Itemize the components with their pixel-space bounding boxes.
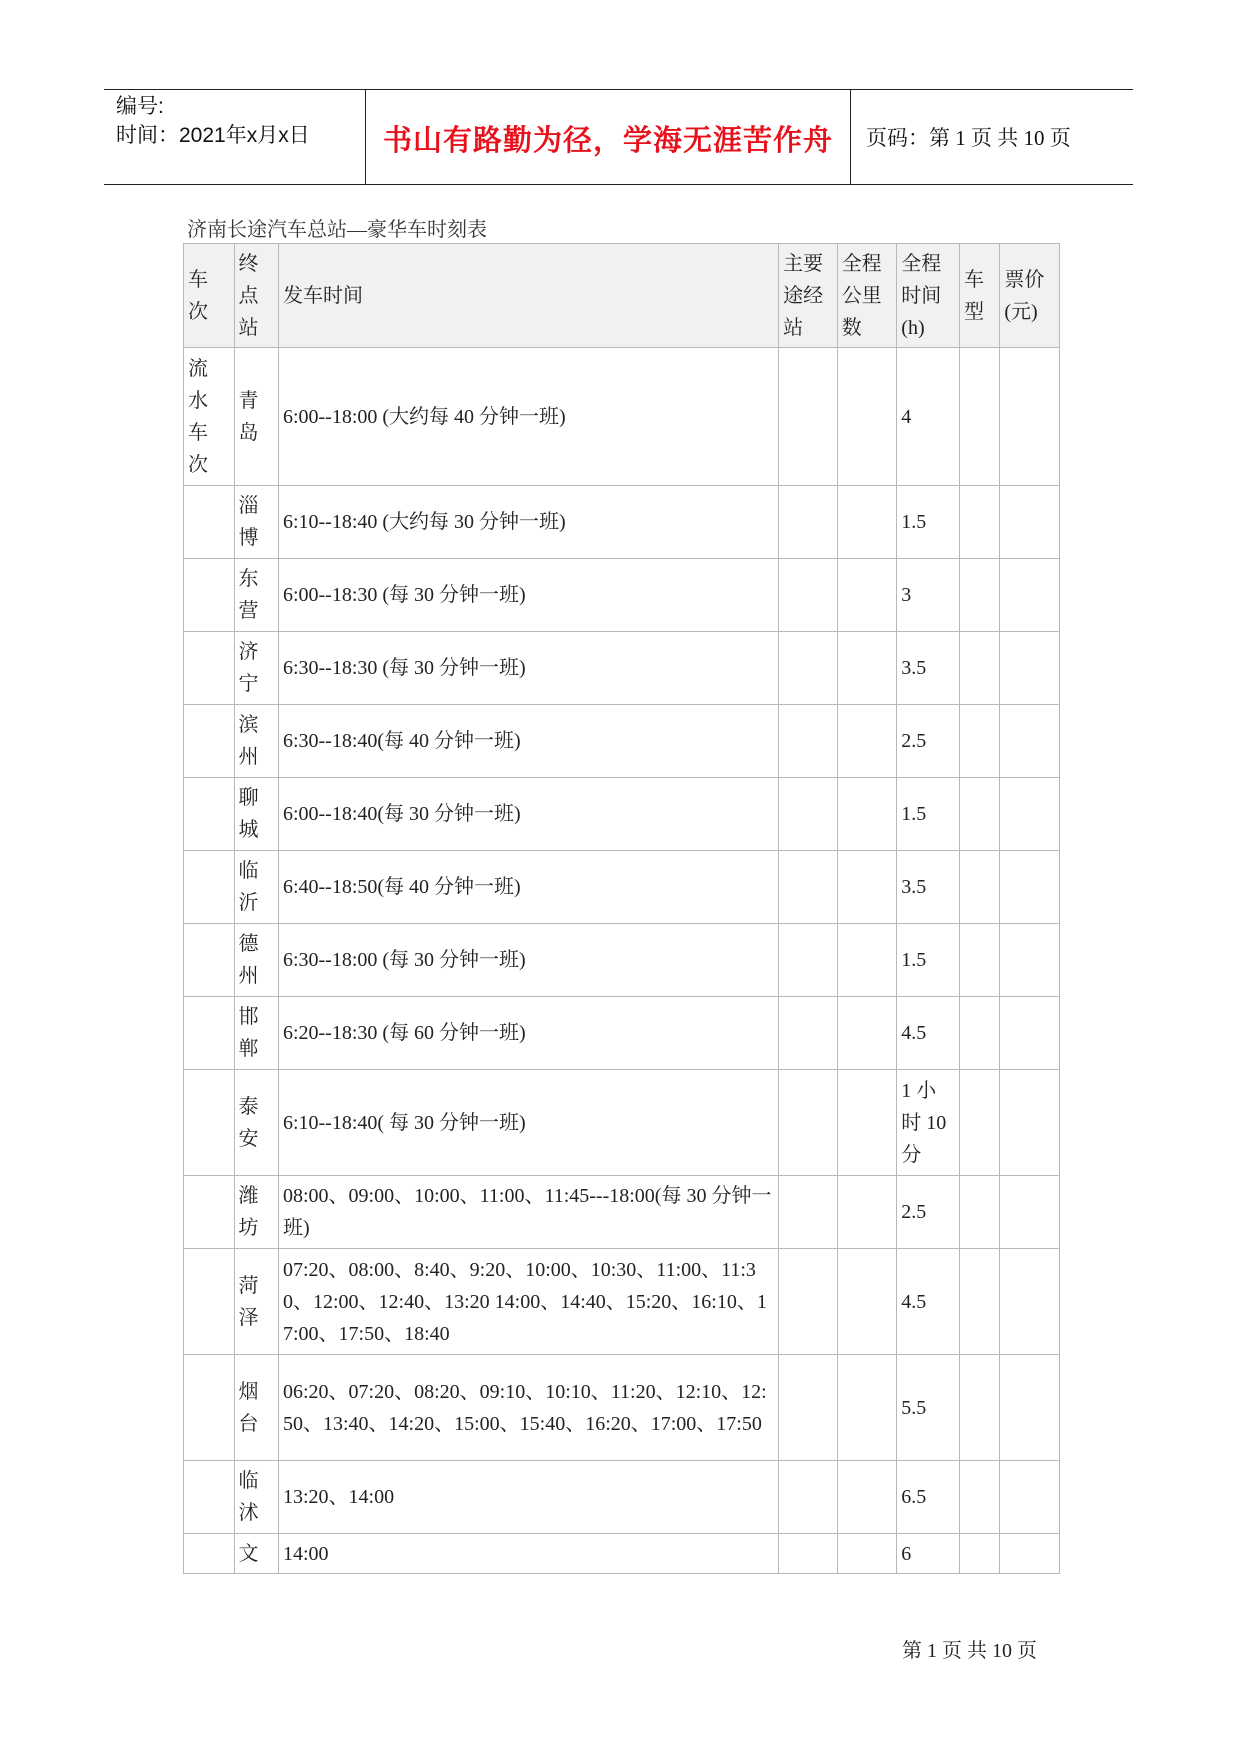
cell-trip: 流水车次 (184, 348, 235, 486)
cell-via (779, 1534, 838, 1574)
cell-hours: 2.5 (897, 705, 960, 778)
cell-trip (184, 924, 235, 997)
document-title: 济南长途汽车总站—豪华车时刻表 (187, 219, 487, 241)
cell-trip (184, 705, 235, 778)
cell-via (779, 997, 838, 1070)
date-label: 时间：2021年x月x日 (116, 124, 310, 147)
cell-depart-time: 6:00--18:30 (每 30 分钟一班) (278, 559, 778, 632)
cell-via (779, 1176, 838, 1249)
cell-terminal: 济宁 (234, 632, 278, 705)
cell-depart-time: 6:40--18:50(每 40 分钟一班) (278, 851, 778, 924)
cell-trip (184, 1355, 235, 1461)
cell-km (837, 1249, 897, 1355)
col-header-via: 主要途经站 (779, 244, 838, 348)
cell-terminal: 青岛 (234, 348, 278, 486)
table-row (184, 997, 1060, 1070)
cell-fare (1000, 997, 1060, 1070)
cell-depart-time: 06:20、07:20、08:20、09:10、10:10、11:20、12:10、12:50、13:40、14:20、15:00、15:40、16:20、17:00、17:50 (278, 1355, 778, 1461)
cell-km (837, 1176, 897, 1249)
cell-km (837, 559, 897, 632)
cell-fare (1000, 1070, 1060, 1176)
cell-fare (1000, 1249, 1060, 1355)
cell-hours: 4 (897, 348, 960, 486)
cell-bus-type (959, 1355, 999, 1461)
timetable (183, 243, 1060, 1574)
cell-bus-type (959, 851, 999, 924)
header-motto: 书山有路勤为径，学海无涯苦作舟 (382, 123, 833, 157)
cell-via (779, 1070, 838, 1176)
cell-bus-type (959, 486, 999, 559)
cell-trip (184, 997, 235, 1070)
cell-depart-time: 14:00 (278, 1534, 778, 1574)
cell-terminal: 邯郸 (234, 997, 278, 1070)
cell-via (779, 632, 838, 705)
table-row (184, 1355, 1060, 1461)
cell-via (779, 1461, 838, 1534)
serial-label: 编号: (116, 95, 164, 118)
cell-bus-type (959, 1070, 999, 1176)
cell-bus-type (959, 348, 999, 486)
cell-depart-time: 6:30--18:00 (每 30 分钟一班) (278, 924, 778, 997)
cell-fare (1000, 632, 1060, 705)
cell-terminal: 潍坊 (234, 1176, 278, 1249)
cell-km (837, 705, 897, 778)
cell-fare (1000, 1534, 1060, 1574)
cell-via (779, 705, 838, 778)
cell-trip (184, 1461, 235, 1534)
table-row (184, 1249, 1060, 1355)
cell-fare (1000, 486, 1060, 559)
cell-trip (184, 1176, 235, 1249)
table-row (184, 1461, 1060, 1534)
col-header-fare: 票价(元) (1000, 244, 1060, 348)
col-header-km: 全程公里数 (837, 244, 897, 348)
page-footer: 第 1 页 共 10 页 (902, 1640, 1037, 1662)
col-header-type: 车型 (959, 244, 999, 348)
cell-km (837, 924, 897, 997)
cell-bus-type (959, 924, 999, 997)
cell-terminal: 临沂 (234, 851, 278, 924)
cell-terminal: 文 (234, 1534, 278, 1574)
cell-trip (184, 1534, 235, 1574)
cell-fare (1000, 705, 1060, 778)
cell-terminal: 烟台 (234, 1355, 278, 1461)
cell-hours: 3.5 (897, 851, 960, 924)
table-row (184, 1176, 1060, 1249)
cell-fare (1000, 559, 1060, 632)
table-row (184, 778, 1060, 851)
cell-fare (1000, 1355, 1060, 1461)
cell-via (779, 486, 838, 559)
cell-hours: 4.5 (897, 1249, 960, 1355)
cell-depart-time: 6:30--18:30 (每 30 分钟一班) (278, 632, 778, 705)
cell-depart-time: 6:10--18:40 (大约每 30 分钟一班) (278, 486, 778, 559)
cell-km (837, 851, 897, 924)
col-header-trip: 车次 (184, 244, 235, 348)
cell-via (779, 348, 838, 486)
cell-depart-time: 6:00--18:40(每 30 分钟一班) (278, 778, 778, 851)
cell-terminal: 东营 (234, 559, 278, 632)
col-header-depart: 发车时间 (278, 244, 778, 348)
table-header-row (184, 244, 1060, 348)
cell-terminal: 德州 (234, 924, 278, 997)
cell-terminal: 泰安 (234, 1070, 278, 1176)
cell-bus-type (959, 1461, 999, 1534)
cell-hours: 1.5 (897, 924, 960, 997)
cell-km (837, 348, 897, 486)
table-row (184, 924, 1060, 997)
cell-fare (1000, 1176, 1060, 1249)
cell-bus-type (959, 632, 999, 705)
cell-via (779, 924, 838, 997)
cell-hours: 5.5 (897, 1355, 960, 1461)
table-row (184, 486, 1060, 559)
cell-bus-type (959, 1249, 999, 1355)
cell-trip (184, 632, 235, 705)
cell-fare (1000, 851, 1060, 924)
table-row (184, 1070, 1060, 1176)
cell-trip (184, 778, 235, 851)
cell-bus-type (959, 997, 999, 1070)
cell-depart-time: 6:10--18:40( 每 30 分钟一班) (278, 1070, 778, 1176)
cell-bus-type (959, 705, 999, 778)
cell-hours: 6 (897, 1534, 960, 1574)
cell-depart-time: 6:30--18:40(每 40 分钟一班) (278, 705, 778, 778)
cell-hours: 1 小时 10 分 (897, 1070, 960, 1176)
cell-km (837, 997, 897, 1070)
cell-km (837, 1355, 897, 1461)
header-page-info: 页码：第 1 页 共 10 页 (866, 126, 1071, 150)
cell-depart-time: 07:20、08:00、8:40、9:20、10:00、10:30、11:00、11:30、12:00、12:40、13:20 14:00、14:40、15:20、16:10、17:00、17:50、18:40 (278, 1249, 778, 1355)
cell-trip (184, 559, 235, 632)
cell-trip (184, 486, 235, 559)
cell-km (837, 486, 897, 559)
cell-trip (184, 1070, 235, 1176)
cell-depart-time: 08:00、09:00、10:00、11:00、11:45---18:00(每 30 分钟一班) (278, 1176, 778, 1249)
cell-km (837, 632, 897, 705)
cell-hours: 3 (897, 559, 960, 632)
cell-km (837, 1461, 897, 1534)
cell-trip (184, 1249, 235, 1355)
col-header-hours: 全程时间(h) (897, 244, 960, 348)
cell-fare (1000, 924, 1060, 997)
cell-hours: 4.5 (897, 997, 960, 1070)
cell-fare (1000, 1461, 1060, 1534)
cell-bus-type (959, 1176, 999, 1249)
cell-terminal: 聊城 (234, 778, 278, 851)
cell-bus-type (959, 1534, 999, 1574)
cell-via (779, 1355, 838, 1461)
table-row (184, 559, 1060, 632)
table-row (184, 632, 1060, 705)
cell-depart-time: 6:00--18:00 (大约每 40 分钟一班) (278, 348, 778, 486)
cell-via (779, 778, 838, 851)
cell-bus-type (959, 778, 999, 851)
cell-terminal: 菏泽 (234, 1249, 278, 1355)
cell-terminal: 临沭 (234, 1461, 278, 1534)
cell-trip (184, 851, 235, 924)
cell-km (837, 1534, 897, 1574)
cell-terminal: 淄博 (234, 486, 278, 559)
cell-via (779, 851, 838, 924)
cell-fare (1000, 778, 1060, 851)
cell-terminal: 滨州 (234, 705, 278, 778)
table-row (184, 705, 1060, 778)
header-divider (850, 90, 851, 184)
cell-km (837, 778, 897, 851)
cell-hours: 1.5 (897, 778, 960, 851)
cell-fare (1000, 348, 1060, 486)
cell-depart-time: 6:20--18:30 (每 60 分钟一班) (278, 997, 778, 1070)
col-header-terminal: 终点站 (234, 244, 278, 348)
cell-km (837, 1070, 897, 1176)
cell-hours: 6.5 (897, 1461, 960, 1534)
page-header (104, 89, 1133, 185)
table-row (184, 851, 1060, 924)
cell-depart-time: 13:20、14:00 (278, 1461, 778, 1534)
table-row (184, 348, 1060, 486)
table-row (184, 1534, 1060, 1574)
cell-via (779, 1249, 838, 1355)
cell-hours: 2.5 (897, 1176, 960, 1249)
cell-hours: 1.5 (897, 486, 960, 559)
cell-via (779, 559, 838, 632)
cell-hours: 3.5 (897, 632, 960, 705)
cell-bus-type (959, 559, 999, 632)
